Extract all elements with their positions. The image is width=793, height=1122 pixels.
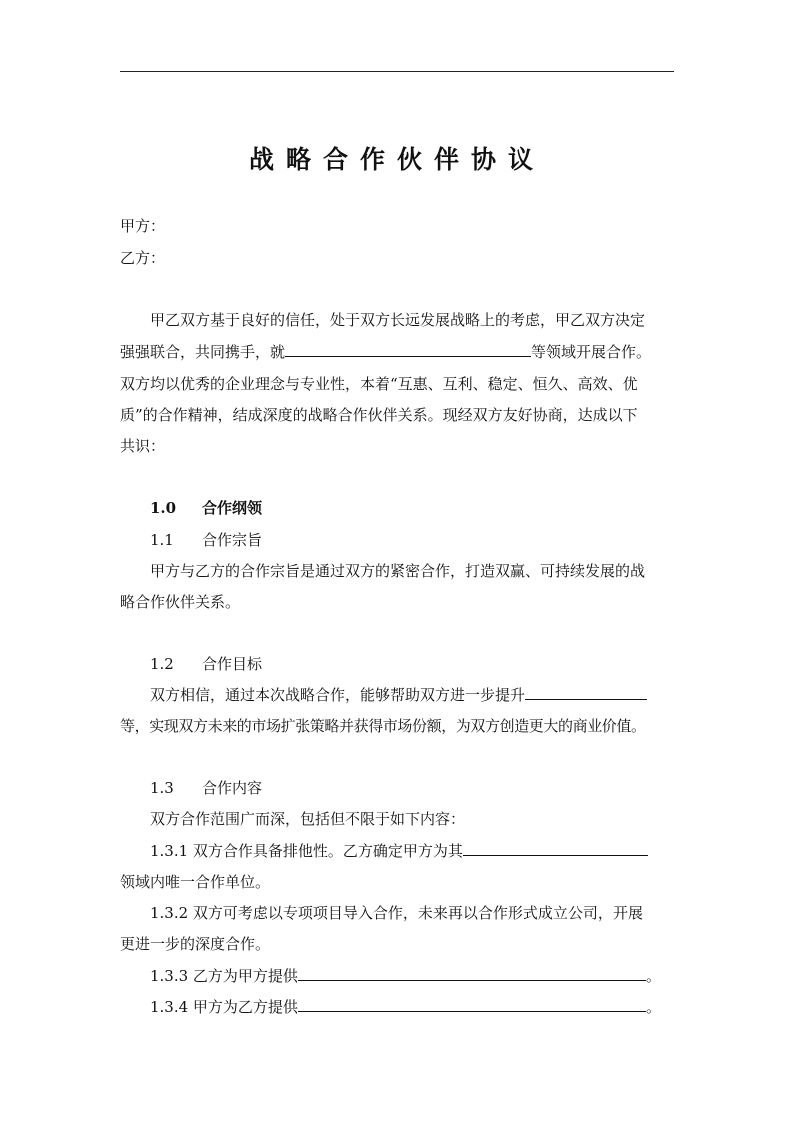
section-title: 合作宗旨	[202, 531, 263, 549]
intro-line-4: 质”的合作精神，结成深度的战略合作伙伴关系。现经双方友好协商，达成以下	[120, 406, 638, 424]
fill-blank-field	[463, 841, 648, 856]
fill-blank-field	[525, 685, 647, 700]
intro-line-5: 共识：	[120, 437, 166, 455]
document-title: 战略合作伙伴协议	[248, 145, 545, 174]
section-1-2-line-1-text: 双方相信，通过本次战略合作，能够帮助双方进一步提升	[150, 686, 526, 704]
item-1-3-2-line-2: 更进一步的深度合作。	[120, 935, 271, 953]
party-a-label: 甲方：	[120, 217, 166, 235]
item-1-3-4	[150, 997, 674, 1017]
item-1-3-2-line-1: 1.3.2 双方可考虑以专项项目导入合作，未来再以合作形式成立公司，开展	[150, 904, 643, 922]
intro-line-1: 甲乙双方基于良好的信任，处于双方长远发展战略上的考虑，甲乙双方决定	[150, 311, 646, 329]
section-1-1-line-2: 略合作伙伴关系。	[120, 593, 241, 611]
party-b-label: 乙方：	[120, 249, 166, 267]
section-title: 合作目标	[202, 655, 263, 673]
section-number: 1.3	[150, 779, 174, 797]
section-1-3-line-1: 双方合作范围广而深，包括但不限于如下内容：	[150, 810, 466, 828]
intro-line-2-before: 强强联合，共同携手，就	[120, 343, 286, 361]
section-1-1-line-1: 甲方与乙方的合作宗旨是通过双方的紧密合作，打造双赢、可持续发展的战	[150, 562, 646, 580]
section-1-1-heading	[150, 530, 674, 550]
section-title: 合作内容	[202, 779, 263, 797]
section-1-0-heading	[150, 498, 674, 518]
item-1-3-4-text: 1.3.4 甲方为乙方提供	[150, 998, 298, 1016]
section-number: 1.2	[150, 655, 174, 673]
intro-line-2	[120, 342, 674, 362]
intro-line-3: 双方均以优秀的企业理念与专业性，本着“互惠、互利、稳定、恒久、高效、优	[120, 375, 638, 393]
item-1-3-1-line-1	[150, 841, 674, 861]
item-1-3-1-text: 1.3.1 双方合作具备排他性。乙方确定甲方为其	[150, 842, 463, 860]
section-number: 1.1	[150, 531, 174, 549]
item-1-3-4-end: 。	[645, 998, 661, 1016]
item-1-3-3-text: 1.3.3 乙方为甲方提供	[150, 967, 298, 985]
intro-line-2-after: 等领域开展合作。	[531, 343, 652, 361]
section-title: 合作纲领	[202, 499, 263, 517]
header-rule	[120, 71, 674, 72]
fill-blank-field	[298, 966, 646, 981]
fill-blank-field	[285, 342, 531, 357]
fill-blank-field	[298, 997, 646, 1012]
item-1-3-1-line-2: 领域内唯一合作单位。	[120, 873, 271, 891]
section-1-2-heading	[150, 654, 674, 674]
section-number: 1.0	[150, 499, 177, 517]
item-1-3-3-end: 。	[645, 967, 661, 985]
section-1-3-heading	[150, 778, 674, 798]
section-1-2-line-2: 等，实现双方未来的市场扩张策略并获得市场份额，为双方创造更大的商业价值。	[120, 717, 646, 735]
item-1-3-3	[150, 966, 674, 986]
section-1-2-line-1	[150, 685, 674, 705]
